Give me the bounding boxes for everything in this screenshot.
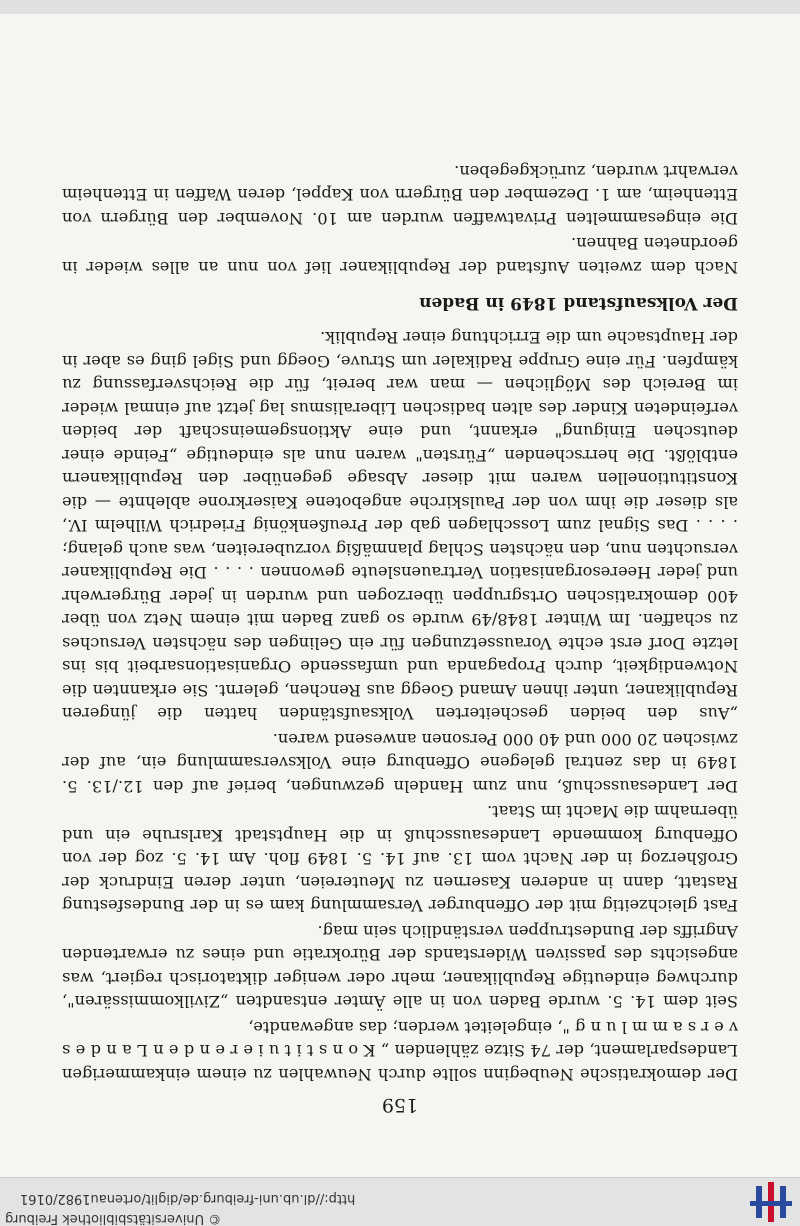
paragraph: Die eingesammelten Privatwaffen wurden am 10. November den Bürgern von Ettenheim, am 1. Dezember den Bürgern von Kappel, deren Waffen in Ettenheim verwahrt wurden, zurückgegeben. bbox=[62, 162, 738, 228]
copyright-notice: © Universitätsbibliothek Freiburg bbox=[5, 1211, 222, 1226]
university-logo-icon bbox=[748, 1182, 794, 1222]
paragraph: Fast gleichzeitig mit der Offenburger Versammlung kam es in der Bundesfestung Rastatt, dann in anderen Kasernen zu Meutereien, unter deren Eindruck der Großherzog in der Nacht vom 13. auf 14. 5. 1849 floh. Am 14. 5. zog der von Offenburg kommende Landesausschuß in die Hauptstadt Karlsruhe ein und übernahm die Macht im Staat. bbox=[62, 802, 738, 916]
page-body bbox=[62, 160, 738, 1087]
section-heading: Der Volksaufstand 1849 in Baden bbox=[419, 293, 738, 313]
paragraph: „Aus den beiden gescheiterten Volksaufständen hatten die jüngeren Republikaner, unter ihnen Amand Goegg aus Renchen, gelernt. Sie erkannten die Notwendigkeit, durch Propaganda und umfassende Organisationsarbeit bis ins letzte Dorf erst echte Voraussetzungen für ein Gelingen des nächsten Versuches zu schaffen. Im Winter 1848/49 wurde so ganz Baden mit einem Netz von über 400 demokratischen Ortsgruppen überzogen und wurden in jeder Bürgerwehr und jeder Heeresorganisation Vertrauensleute gewonnen . . . . Die Republikaner versuchten nun, den nächsten Schlag planmäßig vorzubereiten, was auch gelang; . . . . Das Signal zum Losschlagen gab der Preußenkönig Friedrich Wilhelm IV., als dieser die ihm von der Paulskirche angebotene Kaiserkrone ablehnte — die Konstitutionellen waren mit dieser Absage gegenüber den Republikanern entblößt. Die herrschenden „Fürsten" waren nun als eindeutige „Feinde einer deutschen Einigung" erkannt, und eine Aktionsgemeinschaft der beiden verfeindeten Kinder des alten badischen Liberalismus lag jetzt auf einmal wieder im Bereich des Möglichen — man war bereit, für die Reichsverfassung zu kämpfen. Für eine Gruppe Radikaler um Struve, Goegg und Sigel ging es aber in der Hauptsache um die Errichtung einer Republik. bbox=[62, 328, 738, 724]
page-number: 159 bbox=[381, 1094, 419, 1116]
paragraph: Seit dem 14. 5. wurde Baden von in alle Ämter entsandten „Zivilkommissären", durchweg eindeutige Republikaner, mehr oder weniger diktatorisch regiert, was angesichts des passiven Widerstands der Bürokratie und eines zu erwartenden Angriffs der Bundestruppen verständlich sein mag. bbox=[62, 922, 738, 1012]
source-url[interactable]: http://dl.ub.uni-freiburg.de/diglit/ortenau1982/0161 bbox=[20, 1191, 356, 1206]
viewer-header bbox=[0, 1177, 800, 1226]
paragraph: Der Landesausschuß, nun zum Handeln gezwungen, berief auf den 12./13. 5. 1849 in das zentral gelegene Offenburg eine Volksversammlung ein, auf der zwischen 20 000 und 40 000 Personen anwesend waren. bbox=[62, 730, 738, 796]
paragraph: Der demokratische Neubeginn sollte durch Neuwahlen zu einem einkammerigen Landesparlament, der 74 Sitze zählenden „ K o n s t i t u i e r e n d e n L a n d e s v e r s a m m l u n g ", eingeleitet werden; das angewandte, bbox=[62, 1018, 738, 1084]
page-edge bbox=[0, 0, 800, 14]
paragraph: Nach dem zweiten Aufstand der Republikaner lief von nun an alles wieder in geordneten Bahnen. bbox=[62, 234, 738, 277]
